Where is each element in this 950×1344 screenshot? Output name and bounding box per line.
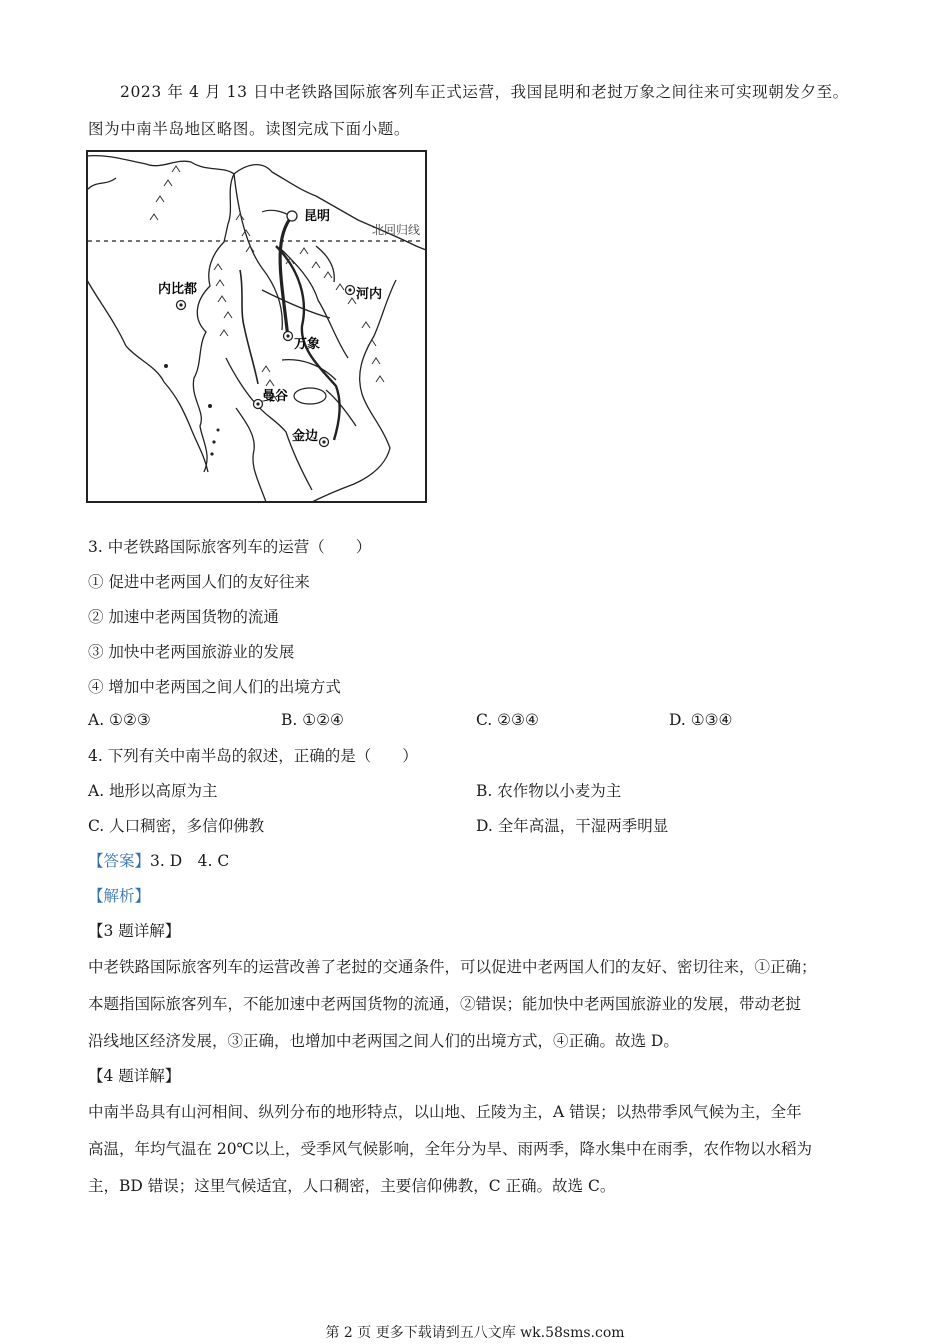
q3-detail-line-3: 沿线地区经济发展，③正确，也增加中老两国之间人们的出境方式，④正确。故选 D。 bbox=[88, 1032, 679, 1050]
q4-option-c: C. 人口稠密，多信仰佛教 bbox=[88, 817, 265, 835]
q4-option-a: A. 地形以高原为主 bbox=[88, 782, 218, 800]
naypyidaw-label: 内比都 bbox=[158, 282, 198, 297]
q3-item-2: ② 加速中老两国货物的流通 bbox=[88, 608, 279, 626]
q3-option-a: A. ①②③ bbox=[88, 711, 151, 729]
answer-line bbox=[88, 851, 229, 871]
bangkok-label: 曼谷 bbox=[262, 389, 289, 404]
q3-option-b: B. ①②④ bbox=[281, 711, 344, 729]
q3-option-d: D. ①③④ bbox=[669, 711, 733, 729]
kunming-label: 昆明 bbox=[304, 209, 331, 224]
q4-detail-line-3: 主，BD 错误；这里气候适宜，人口稠密，主要信仰佛教，C 正确。故选 C。 bbox=[88, 1177, 616, 1195]
indochina-map bbox=[86, 150, 427, 503]
q4-option-b: B. 农作物以小麦为主 bbox=[476, 782, 622, 800]
phnompenh-label: 金边 bbox=[292, 429, 319, 444]
q4-option-d: D. 全年高温，干湿两季明显 bbox=[476, 817, 669, 835]
intro-line-2: 图为中南半岛地区略图。读图完成下面小题。 bbox=[88, 120, 411, 138]
hanoi-label: 河内 bbox=[356, 287, 383, 302]
q3-stem: 3. 中老铁路国际旅客列车的运营（ ） bbox=[88, 538, 372, 556]
answer-text: 3. D 4. C bbox=[150, 852, 230, 870]
tropic-label: 北回归线 bbox=[372, 223, 421, 237]
tonle-sap-lake bbox=[294, 388, 326, 404]
q4-detail-line-1: 中南半岛具有山河相间、纵列分布的地形特点，以山地、丘陵为主，A 错误；以热带季风气候为主，全年 bbox=[88, 1103, 802, 1121]
analysis-tag: 【解析】 bbox=[88, 887, 151, 905]
q4-detail-title: 【4 题详解】 bbox=[88, 1067, 181, 1085]
page-footer: 第 2 页 更多下载请到五八文库 wk.58sms.com bbox=[325, 1325, 625, 1341]
answer-tag: 【答案】 bbox=[88, 852, 151, 870]
vientiane-label: 万象 bbox=[294, 337, 321, 352]
map-frame bbox=[87, 151, 426, 502]
q3-detail-line-2: 本题指国际旅客列车，不能加速中老两国货物的流通，②错误；能加快中老两国旅游业的发展，带动老挝 bbox=[88, 995, 802, 1013]
q3-option-c: C. ②③④ bbox=[476, 711, 539, 729]
q4-stem: 4. 下列有关中南半岛的叙述，正确的是（ ） bbox=[88, 747, 418, 765]
q3-item-4: ④ 增加中老两国之间人们的出境方式 bbox=[88, 678, 341, 696]
q3-detail-line-1: 中老铁路国际旅客列车的运营改善了老挝的交通条件，可以促进中老两国人们的友好、密切往来，①正确； bbox=[88, 958, 817, 976]
q3-detail-title: 【3 题详解】 bbox=[88, 922, 181, 940]
intro-line-1: 2023 年 4 月 13 日中老铁路国际旅客列车正式运营，我国昆明和老挝万象之间往来可实现朝发夕至。 bbox=[120, 83, 849, 101]
q3-item-1: ① 促进中老两国人们的友好往来 bbox=[88, 573, 310, 591]
q4-detail-line-2: 高温，年均气温在 20℃以上，受季风气候影响，全年分为旱、雨两季，降水集中在雨季，农作物以水稻为 bbox=[88, 1140, 812, 1158]
q3-item-3: ③ 加快中老两国旅游业的发展 bbox=[88, 643, 295, 661]
